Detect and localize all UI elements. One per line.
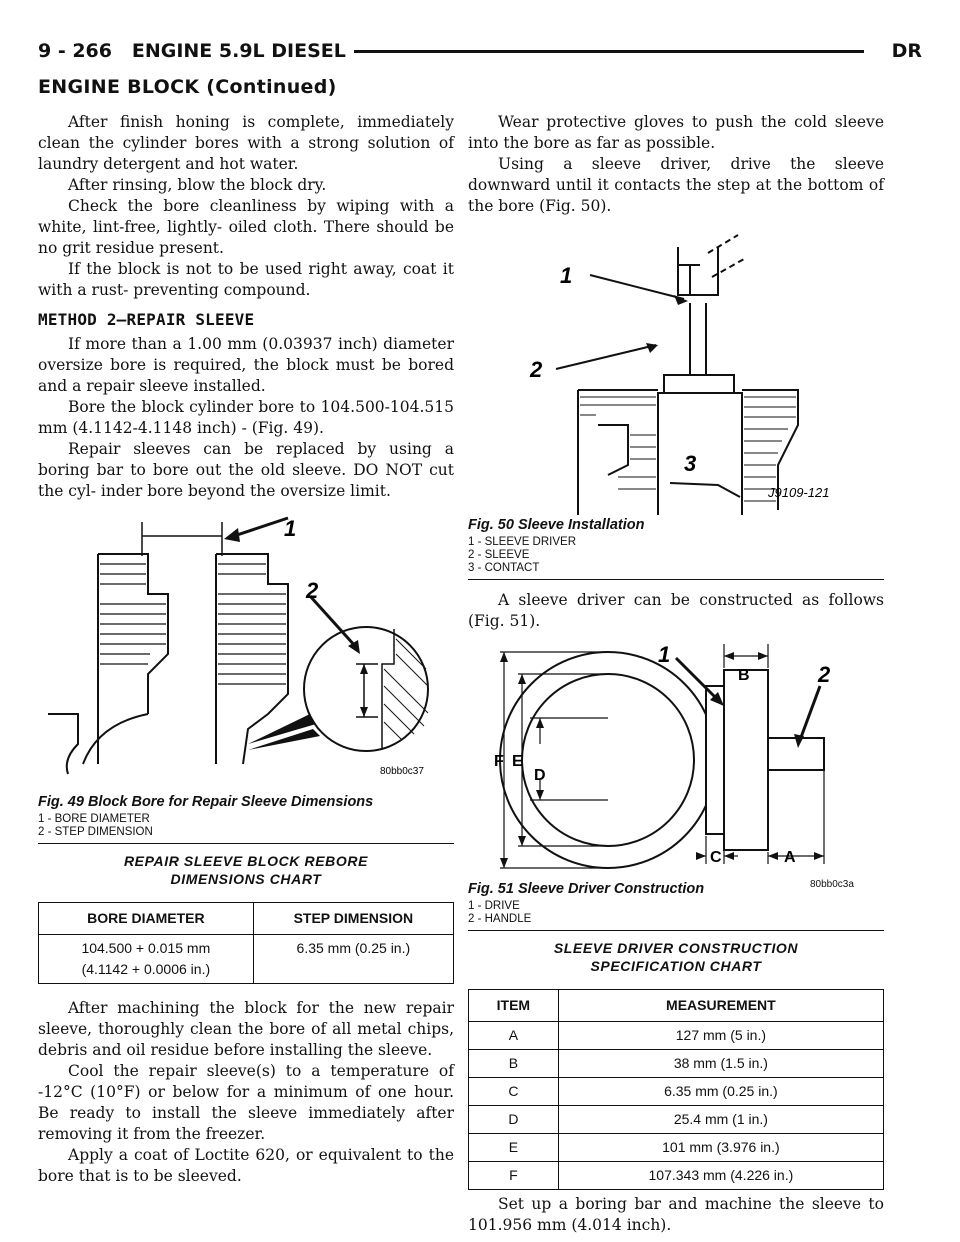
table-row	[469, 1022, 884, 1050]
fig50-divider	[468, 579, 884, 580]
fig51-legend-2: 2 - HANDLE	[468, 913, 532, 925]
table-cell: 25.4 mm (1 in.)	[558, 1106, 883, 1134]
table-row	[469, 1134, 884, 1162]
fig51-label-d: D	[534, 767, 546, 784]
fig50-illustration	[468, 225, 884, 515]
fig49-divider	[38, 843, 454, 844]
paragraph: Wear protective gloves to push the cold sleeve into the bore as far as possible.	[468, 113, 884, 152]
table-cell: A	[469, 1022, 559, 1050]
fig50-legend-3: 3 - CONTACT	[468, 562, 540, 574]
fig49-illustration	[38, 514, 454, 784]
fig50-callout-3: 3	[684, 451, 697, 476]
fig51-caption: Fig. 51 Sleeve Driver Construction	[468, 881, 705, 897]
fig49-callout-2: 2	[306, 578, 319, 603]
figure-51	[468, 640, 884, 931]
header-rule	[354, 50, 864, 53]
paragraph: If the block is not to be used right away, coat it with a rust- preventing compound.	[38, 260, 454, 299]
method-heading: METHOD 2—REPAIR SLEEVE	[38, 310, 255, 329]
page-header	[38, 40, 922, 62]
table-cell: 6.35 mm (0.25 in.)	[253, 935, 453, 984]
table-cell: C	[469, 1078, 559, 1106]
table-cell: 127 mm (5 in.)	[558, 1022, 883, 1050]
table-row	[469, 1162, 884, 1190]
fig51-legend-1: 1 - DRIVE	[468, 900, 520, 912]
fig51-label-f: F	[494, 753, 504, 770]
fig51-label-a: A	[784, 849, 796, 866]
table-cell: F	[469, 1162, 559, 1190]
fig50-legend-1: 1 - SLEEVE DRIVER	[468, 536, 577, 548]
fig49-caption: Fig. 49 Block Bore for Repair Sleeve Dimensions	[38, 794, 374, 810]
chart1-title-line2: DIMENSIONS CHART	[170, 871, 322, 887]
chart2-title	[468, 939, 884, 975]
table-header: BORE DIAMETER	[39, 903, 254, 935]
fig49-legend-1: 1 - BORE DIAMETER	[38, 813, 150, 825]
table-row	[39, 935, 454, 984]
fig51-label-e: E	[512, 753, 523, 770]
paragraph: Apply a coat of Loctite 620, or equivalent to the bore that is to be sleeved.	[38, 1146, 454, 1185]
fig51-callout-2: 2	[818, 662, 831, 687]
paragraph: Check the bore cleanliness by wiping with a white, lint-free, lightly- oiled cloth. There should be no grit residue present.	[38, 197, 454, 257]
fig49-callout-1: 1	[284, 516, 297, 541]
fig51-callout-1: 1	[658, 642, 671, 667]
fig50-code: J9109-121	[768, 485, 830, 500]
paragraph: After machining the block for the new repair sleeve, thoroughly clean the bore of all metal chips, debris and oil residue before installing the sleeve.	[38, 999, 454, 1059]
paragraph: A sleeve driver can be constructed as follows (Fig. 51).	[468, 591, 884, 630]
table-row	[469, 1050, 884, 1078]
fig50-callout-2: 2	[530, 357, 543, 382]
paragraph: Bore the block cylinder bore to 104.500-104.515 mm (4.1142-4.1148 inch) - (Fig. 49).	[38, 398, 454, 437]
table-cell: 107.343 mm (4.226 in.)	[558, 1162, 883, 1190]
bore-diameter-in: (4.1142 + 0.0006 in.)	[81, 961, 211, 977]
header-code: DR	[891, 40, 922, 62]
chart1-title-line1: REPAIR SLEEVE BLOCK REBORE	[123, 853, 369, 869]
fig49-code: 80bb0c37	[380, 766, 424, 777]
chart2-title-line1: SLEEVE DRIVER CONSTRUCTION	[553, 940, 799, 956]
paragraph: If more than a 1.00 mm (0.03937 inch) diameter oversize bore is required, the block must be bored and a repair sleeve installed.	[38, 335, 454, 395]
bore-diameter-mm: 104.500 + 0.015 mm	[81, 940, 211, 956]
paragraph: Using a sleeve driver, drive the sleeve downward until it contacts the step at the bottom of the bore (Fig. 50).	[468, 155, 884, 215]
paragraph: Cool the repair sleeve(s) to a temperature of -12°C (10°F) or below for a minimum of one hour. Be ready to install the sleeve immediately after removing it from the freezer.	[38, 1062, 454, 1143]
fig51-code: 80bb0c3a	[810, 879, 854, 890]
table-cell: 101 mm (3.976 in.)	[558, 1134, 883, 1162]
rebore-dimensions-table	[38, 902, 454, 984]
fig49-legend-2: 2 - STEP DIMENSION	[38, 826, 153, 838]
header-page-and-title: 9 - 266 ENGINE 5.9L DIESEL	[38, 40, 346, 62]
table-cell: 38 mm (1.5 in.)	[558, 1050, 883, 1078]
table-cell: B	[469, 1050, 559, 1078]
table-header: MEASUREMENT	[558, 990, 883, 1022]
table-header: ITEM	[469, 990, 559, 1022]
paragraph: Set up a boring bar and machine the sleeve to 101.956 mm (4.014 inch).	[468, 1195, 884, 1234]
paragraph: After finish honing is complete, immediately clean the cylinder bores with a strong solution of laundry detergent and hot water.	[38, 113, 454, 173]
fig51-divider	[468, 930, 884, 931]
chart2-title-line2: SPECIFICATION CHART	[590, 958, 762, 974]
table-cell: 6.35 mm (0.25 in.)	[558, 1078, 883, 1106]
paragraph: After rinsing, blow the block dry.	[68, 176, 327, 194]
table-row	[469, 1078, 884, 1106]
section-title: ENGINE BLOCK (Continued)	[38, 76, 337, 98]
fig51-illustration	[468, 640, 884, 872]
sleeve-driver-spec-table	[468, 989, 884, 1190]
fig50-legend-2: 2 - SLEEVE	[468, 549, 530, 561]
table-header: STEP DIMENSION	[253, 903, 453, 935]
fig50-callout-1: 1	[560, 263, 573, 288]
table-cell: D	[469, 1106, 559, 1134]
figure-49	[38, 514, 454, 844]
table-cell: E	[469, 1134, 559, 1162]
left-column	[38, 112, 454, 1187]
table-row	[469, 1106, 884, 1134]
paragraph: Repair sleeves can be replaced by using a boring bar to bore out the old sleeve. DO NOT cut the cyl- inder bore beyond the oversize limit.	[38, 440, 454, 500]
chart1-title	[38, 852, 454, 888]
fig51-label-b: B	[738, 667, 750, 684]
figure-50	[468, 225, 884, 580]
fig50-caption: Fig. 50 Sleeve Installation	[468, 517, 645, 533]
table-cell	[39, 935, 254, 984]
fig51-label-c: C	[710, 849, 722, 866]
right-column	[468, 112, 884, 1236]
